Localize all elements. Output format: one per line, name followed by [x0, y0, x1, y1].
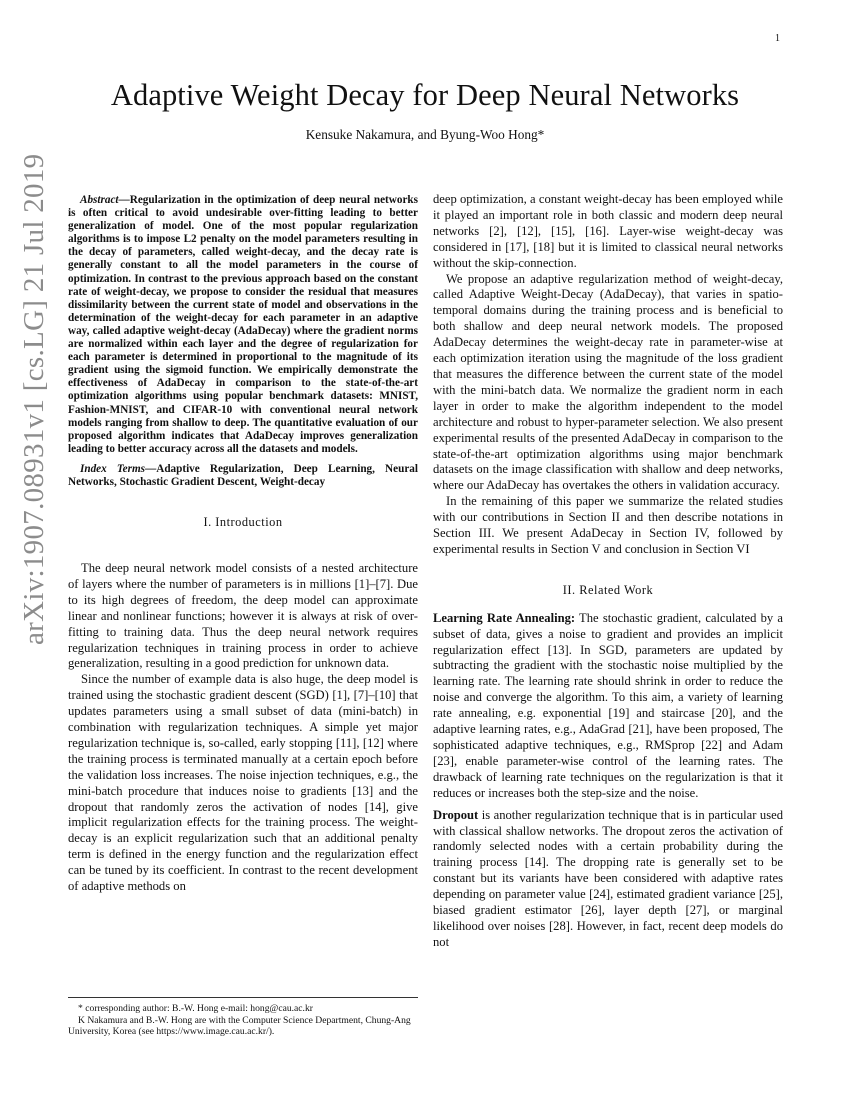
index-terms — [68, 463, 418, 489]
related-learning-rate-annealing — [433, 611, 783, 802]
left-column — [68, 194, 418, 895]
dropout-lead: Dropout — [433, 807, 479, 822]
paper-title: Adaptive Weight Decay for Deep Neural Networks — [110, 78, 740, 112]
section-heading-related-work: II. Related Work — [562, 582, 654, 597]
intro-paragraph-4: In the remaining of this paper we summarize the related studies with our contributions in Section II and then describe notations in Section III. We present AdaDecay in Section IV, followed by experimental results in Section V and conclusion in Section VI — [433, 494, 783, 556]
section-heading-introduction: I. Introduction — [203, 515, 283, 530]
footnote-corresponding-author: * corresponding author: B.-W. Hong e-mail: hong@cau.ac.kr — [78, 1003, 313, 1014]
footnote-affiliation: K Nakamura and B.-W. Hong are with the Computer Science Department, Chung-Ang University, Korea (see https://www.image.cau.ac.kr/). — [68, 1014, 411, 1037]
index-terms-label: Index Terms — [80, 462, 146, 475]
page-number: 1 — [775, 33, 780, 44]
related-dropout — [433, 808, 783, 951]
paper-authors: Kensuke Nakamura, and Byung-Woo Hong* — [305, 127, 545, 142]
index-terms-text: —Adaptive Regularization, Deep Learning, Neural Networks, Stochastic Gradient Descent, Weight-decay — [68, 462, 418, 488]
abstract-text: —Regularization in the optimization of deep neural networks is often critical to avoid undesirable over-fitting leading to better generalization of model. One of the most popular regularization algorithms is to impose L2 penalty on the model parameters resulting in the decay of parameters, called weight-decay, and the decay rate is generally constant to all the model parameters in the course of optimization. In contrast to the previous approach based on the constant rate of weight-decay, we propose to consider the residual that measures dissimilarity between the current state of model and observations in the determination of the weight-decay for each parameter in an adaptive way, called adaptive weight-decay (AdaDecay) where the gradient norms are normalized within each layer and the degree of regularization for each parameter is determined in proportional to the magnitude of its gradient using the sigmoid function. We empirically demonstrate the effectiveness of AdaDecay in comparison to the state-of-the-art optimization algorithms using popular benchmark datasets: MNIST, Fashion-MNIST, and CIFAR-10 with conventional neural network models ranging from shallow to deep. The quantitative evaluation of our proposed algorithm indicates that AdaDecay improves generalization leading to better accuracy across all the datasets and models. — [68, 194, 418, 455]
learning-rate-annealing-text: The stochastic gradient, calculated by a subset of data, gives a noise to gradient and provides an implicit regularization effect [13]. In SGD, parameters are updated by subtracting the gradient with the stochastic noise multiplied by the learning rate. The learning rate should shrink in order to reduce the noise and converge the algorithm. To this aim, a variety of learning rate annealing, e.g. exponential [19] and staircase [20], and the adaptive learning rates, e.g., AdaGrad [21], have been proposed, The sophisticated adaptive techniques, e.g., RMSprop [22] and Adam [23], enable parameter-wise control of the learning rates. The drawback of learning rate techniques on the regularization is that it reduces or increases both the step-size and the noise. — [433, 610, 783, 800]
arxiv-identifier-stamp: arXiv:1907.08931v1 [cs.LG] 21 Jul 2019 — [18, 153, 50, 645]
abstract — [68, 194, 418, 456]
intro-paragraph-1: The deep neural network model consists of a nested architecture of layers where the number of parameters is in millions [1]–[7]. Due to its high degrees of freedom, the deep model can approximate linear and nonlinear functions; however it is always at risk of over-fitting to training data. Thus the deep neural network requires regularization techniques in training process in order to achieve generalization, resulting in a good prediction for unknown data. — [68, 560, 418, 671]
intro-paragraph-3: We propose an adaptive regularization method of weight-decay, called Adaptive Weight-Decay (AdaDecay), that varies in spatio-temporal domains during the training process and is beneficial to both shallow and deep neural network models. The proposed AdaDecay determines the weight-decay rate in parameter-wise at each optimization iteration using the magnitude of the loss gradient that measures the difference between the current state of the model with the mini-batch data. We normalize the gradient norm in each layer in order to make the algorithm independent to the model architecture and robust to hyper-parameter selection. We also present experimental results of the presented AdaDecay in comparison to the state-of-the-art optimization algorithms using major benchmark datasets on the image classification with shallow and deep networks, where our AdaDecay has overtakes the others in validation accuracy. — [433, 271, 783, 493]
footnote — [68, 997, 418, 1038]
intro-paragraph-2: Since the number of example data is also huge, the deep model is trained using the stochastic gradient descent (SGD) [1], [7]–[10] that updates parameters using a small subset of data (mini-batch) in combination with regularization techniques. A simple yet major regularization technique is, so-called, early stopping [11], [12] where the training process is terminated manually at a certain epoch before the validation loss increases. The noise injection techniques, e.g., the mini-batch procedure that induces noise to gradients [13] and the dropout that randomly zeros the activation of nodes [14], give implicit regularization effects for the training process. The weight-decay is an explicit regularization such that an additional penalty term is defined in the energy function and the regularization effect can be tuned by its coefficient. In contrast to the recent development of adaptive methods on — [68, 672, 418, 894]
right-column — [433, 192, 783, 951]
learning-rate-annealing-lead: Learning Rate Annealing: — [433, 610, 576, 625]
abstract-label: Abstract — [80, 194, 119, 206]
dropout-text: is another regularization technique that is in particular used with classical shallow networks. The dropout zeros the activation of randomly selected nodes with a certain probability during the training process [14]. The dropping rate is generally set to be constant but its variants have been considered with adaptive rates depending on parameter value [24], estimated gradient variance [25], biased gradient estimator [26], layer depth [27], or marginal likelihood over noises [28]. However, in fact, recent deep models do not — [433, 807, 783, 949]
intro-paragraph-2-continued: deep optimization, a constant weight-decay has been employed while it played an important role in both classic and modern deep neural networks [2], [12], [15], [16]. Layer-wise weight-decay was considered in [17], [18] but it is limited to classical neural networks without the skip-connection. — [433, 192, 783, 270]
